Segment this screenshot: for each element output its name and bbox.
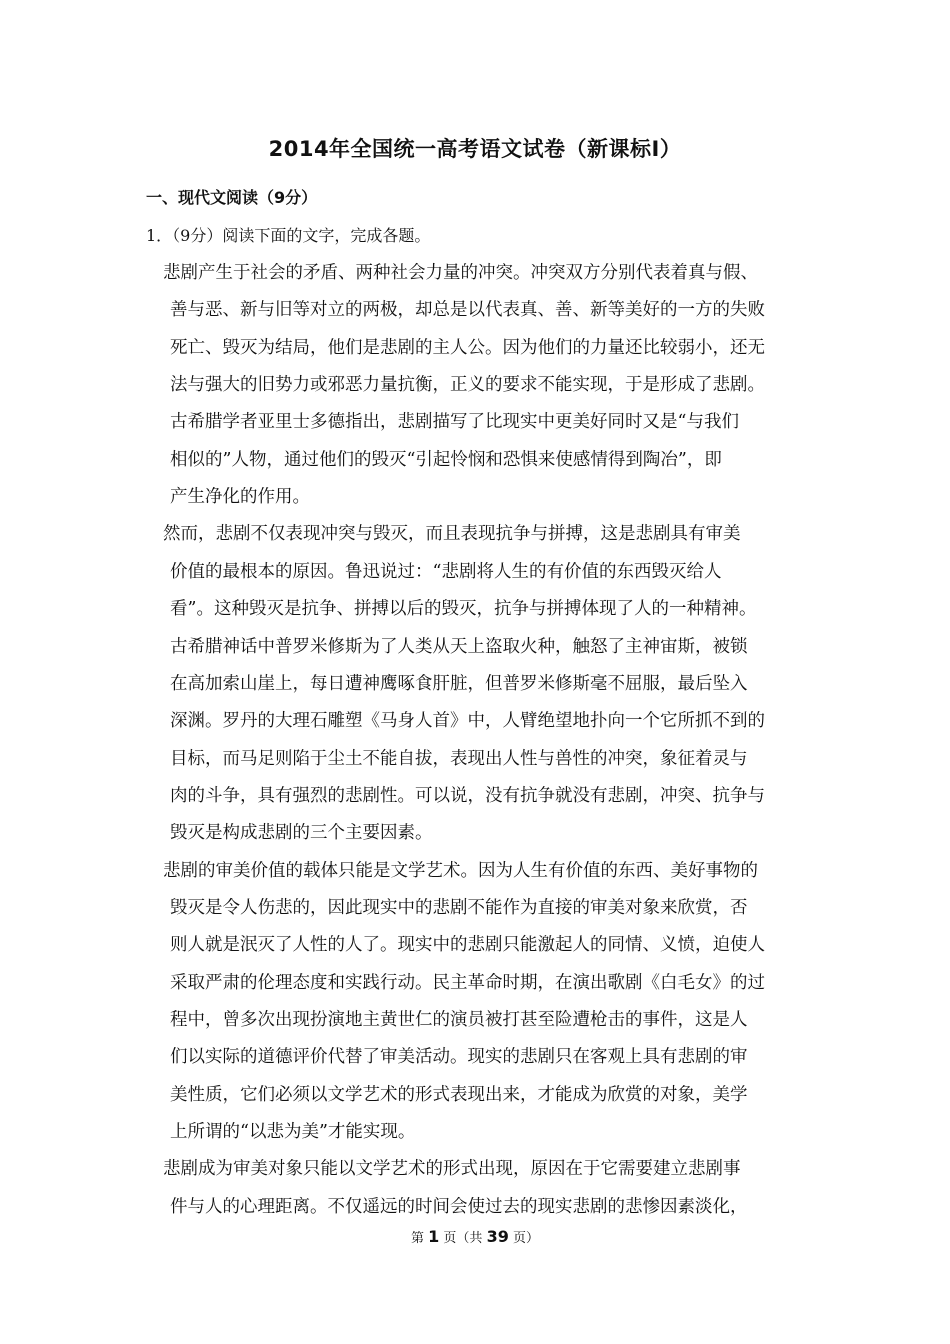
footer-page-number: 1 [428, 1227, 440, 1246]
paragraph-line: 相似的”人物，通过他们的毁灭“引起怜悯和恐惧来使感情得到陶冶”，即 [170, 450, 722, 470]
paragraph-line: 法与强大的旧势力或邪恶力量抗衡，正义的要求不能实现，于是形成了悲剧。 [170, 375, 765, 395]
paragraph-line: 价值的最根本的原因。鲁迅说过：“悲剧将人生的有价值的东西毁灭给人 [170, 562, 722, 582]
paragraph-line: 目标，而马足则陷于尘土不能自拔，表现出人性与兽性的冲突，象征着灵与 [170, 749, 748, 769]
paragraph-line: 肉的斗争，具有强烈的悲剧性。可以说，没有抗争就没有悲剧，冲突、抗争与 [170, 786, 765, 806]
paragraph-line: 程中，曾多次出现扮演地主黄世仁的演员被打甚至险遭枪击的事件，这是人 [170, 1010, 748, 1030]
paragraph-line: 古希腊神话中普罗米修斯为了人类从天上盗取火种，触怒了主神宙斯，被锁 [170, 637, 748, 657]
question-prompt: 1．（9分）阅读下面的文字，完成各题。 [146, 226, 431, 245]
paragraph-line: 毁灭是构成悲剧的三个主要因素。 [170, 823, 433, 843]
paragraph-line: 上所谓的“以悲为美”才能实现。 [170, 1122, 416, 1142]
paragraph-line: 善与恶、新与旧等对立的两极，却总是以代表真、善、新等美好的一方的失败 [170, 300, 765, 320]
section-heading: 一、现代文阅读（9分） [146, 188, 318, 207]
document-title: 2014年全国统一高考语文试卷（新课标Ⅰ） [268, 137, 682, 161]
paragraph-line: 死亡、毁灭为结局，他们是悲剧的主人公。因为他们的力量还比较弱小，还无 [170, 338, 765, 358]
paragraph-line: 看”。这种毁灭是抗争、拼搏以后的毁灭，抗争与拼搏体现了人的一种精神。 [170, 599, 757, 619]
paragraph-line: 采取严肃的伦理态度和实践行动。民主革命时期，在演出歌剧《白毛女》的过 [170, 973, 765, 993]
paragraph-line: 深渊。罗丹的大理石雕塑《马身人首》中，人臂绝望地扑向一个它所抓不到的 [170, 711, 765, 731]
paragraph-line: 毁灭是令人伤悲的，因此现实中的悲剧不能作为直接的审美对象来欣赏，否 [170, 898, 748, 918]
paragraph-first-line: 然而，悲剧不仅表现冲突与毁灭，而且表现抗争与拼搏，这是悲剧具有审美 [163, 524, 741, 544]
paragraph-first-line: 悲剧的审美价值的载体只能是文学艺术。因为人生有价值的东西、美好事物的 [163, 861, 758, 881]
paragraph-line: 在高加索山崖上，每日遭神鹰啄食肝脏，但普罗米修斯毫不屈服，最后坠入 [170, 674, 748, 694]
paragraph-line: 件与人的心理距离。不仅遥远的时间会使过去的现实悲剧的悲惨因素淡化， [170, 1197, 748, 1217]
paragraph-line: 产生净化的作用。 [170, 487, 310, 507]
page-footer [0, 1226, 950, 1250]
paragraph-line: 美性质，它们必须以文学艺术的形式表现出来，才能成为欣赏的对象，美学 [170, 1085, 748, 1105]
footer-suffix: 页） [512, 1231, 539, 1246]
footer-page-total: 39 [486, 1227, 509, 1246]
paragraph-line: 则人就是泯灭了人性的人了。现实中的悲剧只能激起人的同情、义愤，迫使人 [170, 935, 765, 955]
paragraph-first-line: 悲剧产生于社会的矛盾、两种社会力量的冲突。冲突双方分别代表着真与假、 [163, 263, 758, 283]
footer-middle: 页（共 [443, 1231, 483, 1246]
paragraph-first-line: 悲剧成为审美对象只能以文学艺术的形式出现，原因在于它需要建立悲剧事 [163, 1159, 741, 1179]
footer-prefix: 第 [410, 1231, 424, 1246]
paragraph-line: 们以实际的道德评价代替了审美活动。现实的悲剧只在客观上具有悲剧的审 [170, 1047, 748, 1067]
paragraph-line: 古希腊学者亚里士多德指出，悲剧描写了比现实中更美好同时又是“与我们 [170, 412, 739, 432]
